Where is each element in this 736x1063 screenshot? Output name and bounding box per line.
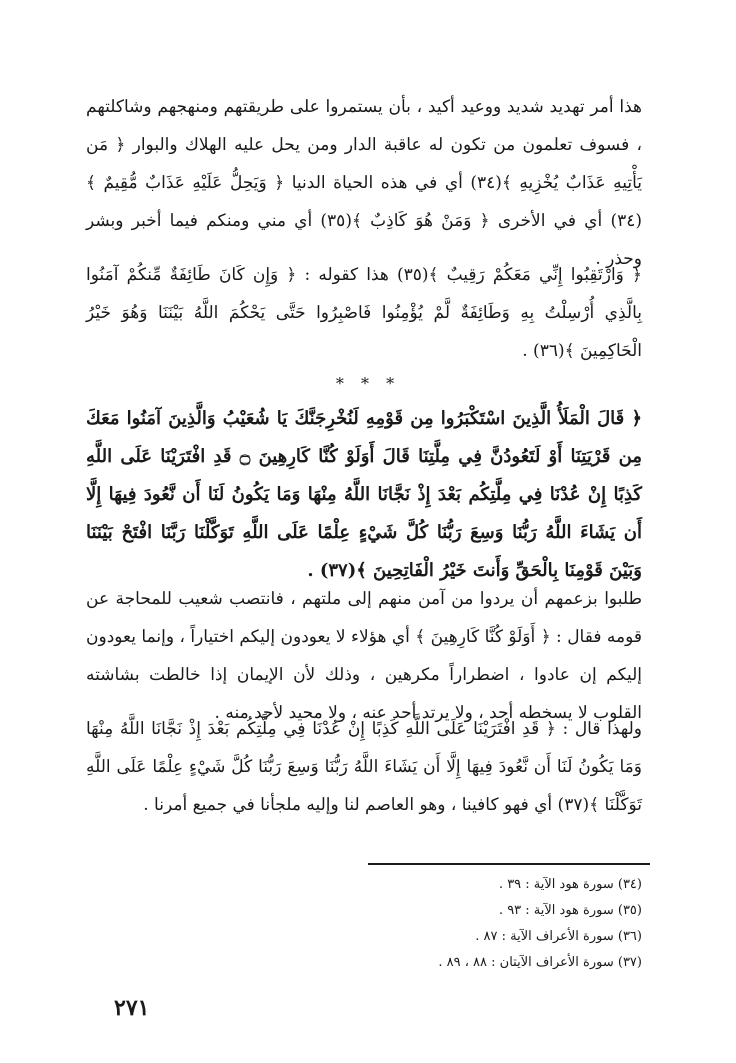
page-number: ٢٧١ bbox=[114, 995, 150, 1021]
paragraph-4: ولهذا قال : ﴿ قَدِ افْتَرَيْنَا عَلَى اللَّهِ كَذِبًا إِنْ عُدْنَا فِي مِلَّتِكُم بَعْدَ إِذْ نَجَّانَا اللَّهُ مِنْهَا وَمَا يَكُونُ لَنَا أَن نَّعُودَ فِيهَا إِلَّا أَن يَشَاءَ اللَّهُ رَبُّنَا وَسِعَ رَبُّنَا كُلَّ شَيْءٍ عِلْمًا عَلَى اللَّهِ تَوَكَّلْنَا ﴾(٣٧) أي فهو كافينا ، وهو العاصم لنا وإليه ملجأنا في جميع أمرنا . bbox=[86, 719, 642, 815]
section-separator: * * * bbox=[335, 374, 401, 393]
footnote-34: (٣٤) سورة هود الآية : ٣٩ . bbox=[498, 877, 642, 892]
footnote-36: (٣٦) سورة الأعراف الآية : ٨٧ . bbox=[475, 929, 642, 944]
paragraph-2: ﴿ وَارْتَقِبُوا إِنِّي مَعَكُمْ رَقِيبٌ ﴾(٣٥) هذا كقوله : ﴿ وَإِن كَانَ طَائِفَةٌ مِّنكُمْ آمَنُوا بِالَّذِي أُرْسِلْتُ بِهِ وَطَائِفَةٌ لَّمْ يُؤْمِنُوا فَاصْبِرُوا حَتَّى يَحْكُمَ اللَّهُ بَيْنَنَا وَهُوَ خَيْرُ الْحَاكِمِينَ ﴾(٣٦) . bbox=[86, 265, 642, 361]
footnote-divider bbox=[368, 863, 650, 865]
paragraph-3: طلبوا بزعمهم أن يردوا من آمن منهم إلى ملتهم ، فانتصب شعيب للمحاجة عن قومه فقال : ﴿ أَوَلَوْ كُنَّا كَارِهِينَ ﴾ أي هؤلاء لا يعودون إليكم اختياراً ، وإنما يعودون إليكم إن عادوا ، اضطراراً مكرهين ، وذلك لأن الإيمان إذا خالطت بشاشته القلوب لا يسخطه أحد ، ولا يرتد أحد عنه ، ولا محيد لأحد منه . bbox=[86, 589, 642, 723]
quran-passage: ﴿ قَالَ الْمَلَأُ الَّذِينَ اسْتَكْبَرُوا مِن قَوْمِهِ لَنُخْرِجَنَّكَ يَا شُعَيْبُ وَالَّذِينَ آمَنُوا مَعَكَ مِن قَرْيَتِنَا أَوْ لَتَعُودُنَّ فِي مِلَّتِنَا قَالَ أَوَلَوْ كُنَّا كَارِهِينَ ۝ قَدِ افْتَرَيْنَا عَلَى اللَّهِ كَذِبًا إِنْ عُدْنَا فِي مِلَّتِكُم بَعْدَ إِذْ نَجَّانَا اللَّهُ مِنْهَا وَمَا يَكُونُ لَنَا أَن نَّعُودَ فِيهَا إِلَّا أَن يَشَاءَ اللَّهُ رَبُّنَا وَسِعَ رَبُّنَا كُلَّ شَيْءٍ عِلْمًا عَلَى اللَّهِ تَوَكَّلْنَا رَبَّنَا افْتَحْ بَيْنَنَا وَبَيْنَ قَوْمِنَا بِالْحَقِّ وَأَنتَ خَيْرُ الْفَاتِحِينَ ﴾(٣٧) . bbox=[86, 408, 643, 581]
footnote-37: (٣٧) سورة الأعراف الآيتان : ٨٨ ، ٨٩ . bbox=[438, 955, 642, 970]
paragraph-1: هذا أمر تهديد شديد ووعيد أكيد ، بأن يستمروا على طريقتهم ومنهجهم وشاكلتهم ، فسوف تعلمون من تكون له عاقبة الدار ومن يحل عليه الهلاك والبوار ﴿ مَن يَأْتِيهِ عَذَابٌ يُخْزِيهِ ﴾(٣٤) أي في هذه الحياة الدنيا ﴿ وَيَحِلُّ عَلَيْهِ عَذَابٌ مُّقِيمٌ ﴾(٣٤) أي في الأخرى ﴿ وَمَنْ هُوَ كَاذِبٌ ﴾(٣٥) أي مني ومنكم فيما أخبر وبشر وحذر . bbox=[86, 97, 642, 269]
footnote-35: (٣٥) سورة هود الآية : ٩٣ . bbox=[498, 903, 642, 918]
